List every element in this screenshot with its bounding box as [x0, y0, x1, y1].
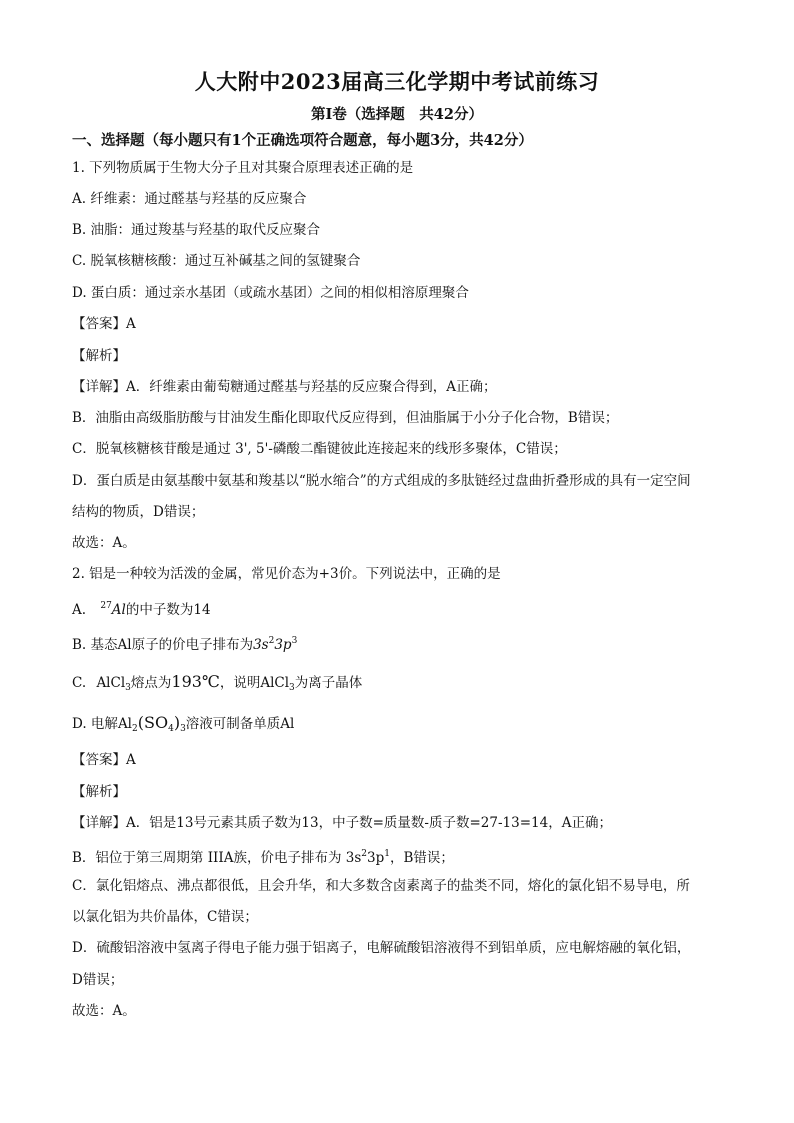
q1-detail-b: B．油脂由高级脂肪酸与甘油发生酯化即取代反应得到，但油脂属于小分子化合物，B错误；: [72, 410, 619, 426]
q1-option-a: A. 纤维素：通过醛基与羟基的反应聚合: [72, 191, 307, 207]
q2-option-d: [72, 714, 294, 738]
q1-option-b: B. 油脂：通过羧基与羟基的取代反应聚合: [72, 222, 321, 238]
q2-detail-b-pre: B．铝位于第三周期第 IIIA族，价电子排布为 3s: [72, 850, 362, 866]
q2-option-d-close-sub: 3: [180, 724, 186, 734]
q2-detail-b: [72, 845, 454, 867]
q2-option-c-formula2: AlCl: [260, 675, 290, 691]
q1-detail-a: 【详解】A．纤维素由葡萄糖通过醛基与羟基的反应聚合得到，A正确；: [72, 379, 497, 395]
q2-stem: 2. 铝是一种较为活泼的金属，常见价态为+3价。下列说法中，正确的是: [72, 566, 501, 582]
q2-option-d-sulfate: (SO: [137, 713, 169, 732]
q2-option-c-formula2-sub: 3: [289, 683, 295, 693]
q1-answer: 【答案】A: [72, 316, 136, 332]
q2-option-c-prefix: C.: [72, 675, 87, 691]
q2-option-b-prefix: B. 基态Al原子的价电子排布为: [72, 637, 254, 653]
q1-detail-d-line2: 结构的物质，D错误；: [72, 504, 205, 520]
q2-option-b-3s: 3s: [253, 637, 269, 653]
q2-option-c-mid: 熔点为: [130, 675, 172, 691]
q2-option-b-3p-sup: 3: [291, 636, 298, 646]
q2-option-c-temperature: 193℃: [171, 672, 220, 691]
q1-option-c: C. 脱氧核糖核酸：通过互补碱基之间的氢键聚合: [72, 253, 361, 269]
q1-conclusion: 故选：A。: [72, 535, 136, 551]
q1-stem: 1. 下列物质属于生物大分子且对其聚合原理表述正确的是: [72, 160, 414, 176]
q2-option-b: [72, 632, 297, 654]
q1-detail-c: C．脱氧核糖核苷酸是通过 3', 5'-磷酸二酯键彼此连接起来的线形多聚体，C错误；: [72, 441, 567, 457]
q1-detail-d-line1: D．蛋白质是由氨基酸中氨基和羧基以“脱水缩合”的方式组成的多肽链经过盘曲折叠形成的具有一定空间: [72, 473, 691, 489]
q2-option-b-3s-sup: 2: [268, 636, 275, 646]
q2-option-d-al: Al: [117, 716, 133, 732]
q2-option-a: [72, 597, 211, 619]
q1-analysis-label: 【解析】: [72, 348, 126, 364]
q2-detail-d-line2: D错误；: [72, 972, 124, 988]
q2-option-a-text: 的中子数为14: [125, 602, 211, 618]
q2-option-c-mid2: ，说明: [219, 675, 261, 691]
paper-part-title: 第Ⅰ卷（选择题 共42分）: [311, 106, 483, 123]
q2-option-a-prefix: A.: [72, 602, 87, 618]
q2-detail-c-line1: C．氯化铝熔点、沸点都很低，且会升华，和大多数含卤素离子的盐类不同，熔化的氯化铝不易导电，所: [72, 878, 690, 894]
q2-option-d-close-paren: ): [173, 713, 181, 732]
q2-option-c-formula1: AlCl: [96, 675, 126, 691]
q1-option-d: D. 蛋白质：通过亲水基团（或疏水基团）之间的相似相溶原理聚合: [72, 285, 469, 301]
q2-option-d-prefix: D. 电解: [72, 716, 118, 732]
q2-option-c-end: 为离子晶体: [294, 675, 363, 691]
q2-option-b-3p: 3p: [274, 637, 292, 653]
q2-answer: 【答案】A: [72, 752, 136, 768]
q2-detail-b-end: ，B错误；: [389, 850, 454, 866]
q2-option-d-al-sub: 2: [132, 724, 138, 734]
q2-detail-d-line1: D．硫酸铝溶液中氢离子得电子能力强于铝离子，电解硫酸铝溶液得不到铝单质，应电解熔融的氧化铝，: [72, 940, 691, 956]
q2-option-c-formula1-sub: 3: [125, 683, 131, 693]
q2-analysis-label: 【解析】: [72, 784, 126, 800]
q2-detail-a: 【详解】A．铝是13号元素其质子数为13，中子数=质量数-质子数=27-13=14，A正确；: [72, 815, 612, 831]
q2-detail-c-line2: 以氯化铝为共价晶体，C错误；: [72, 909, 258, 925]
q2-detail-b-sup2: 1: [384, 849, 390, 859]
q2-detail-b-sup1: 2: [361, 849, 368, 859]
q2-option-d-end: 溶液可制备单质Al: [185, 716, 295, 732]
q2-option-c: [72, 673, 362, 697]
q2-option-a-mass-number: 27: [100, 601, 112, 611]
section-heading: 一、选择题（每小题只有1个正确选项符合题意，每小题3分，共42分）: [72, 132, 533, 149]
q2-detail-b-mid: 3p: [367, 850, 385, 866]
q2-conclusion: 故选：A。: [72, 1003, 136, 1019]
document-title: 人大附中2023届高三化学期中考试前练习: [194, 69, 600, 94]
q2-option-a-symbol: Al: [111, 602, 126, 618]
q2-option-d-sulfate-sub: 4: [168, 724, 174, 734]
